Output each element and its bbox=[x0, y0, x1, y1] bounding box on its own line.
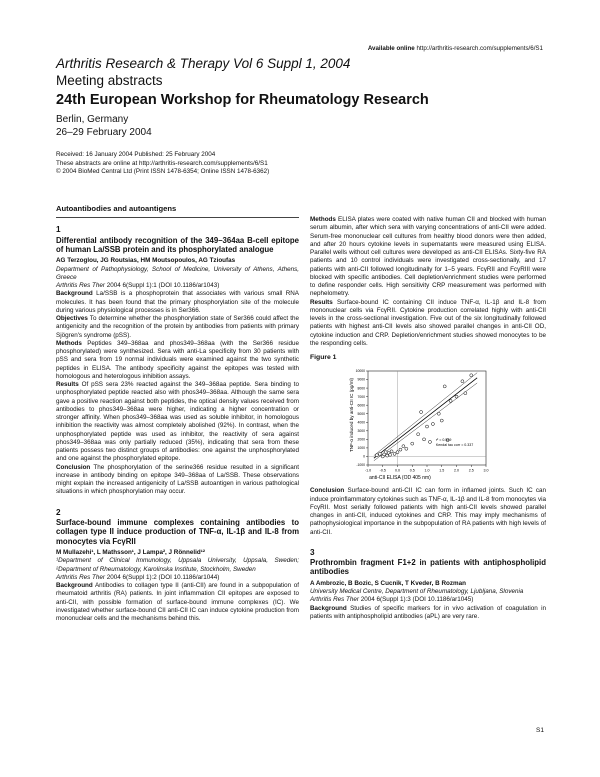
abstract-2-background: Background Antibodies to collagen type II (anti-CII) are found in a subpopulation of rheumatoid arthritis (RA) patients. In joint inflammation CII epitopes are exposed to anti-CII, with possible formation of surface-bound immune complexes (IC). We investigated whether surface-bound CII anti-CII IC can induce cytokine production from mononuclear cells and the mechanisms behind this. bbox=[56, 582, 299, 623]
section-title: Autoantibodies and autoantigens bbox=[56, 205, 299, 218]
abstract-3-title: Prothrombin fragment F1+2 in patients with antiphospholipid antibodies bbox=[310, 558, 546, 577]
y-tick-label: 6000 bbox=[357, 403, 365, 408]
y-tick-label: 4000 bbox=[357, 420, 365, 425]
x-tick-label: 3.0 bbox=[483, 468, 489, 473]
y-tick-label: 9000 bbox=[357, 377, 365, 382]
received-line: Received: 16 January 2004 Published: 25 February 2004 bbox=[56, 151, 216, 158]
y-tick-label: 8000 bbox=[357, 386, 365, 391]
x-tick-label: -1.0 bbox=[364, 468, 372, 473]
abstract-2-title: Surface-bound immune complexes containing antibodies to collagen type II induce production of TNF-α, IL-1β and IL-8 from monocytes via FcγRII bbox=[56, 517, 299, 546]
data-point bbox=[411, 442, 414, 445]
data-point bbox=[428, 441, 431, 444]
data-point bbox=[417, 433, 420, 436]
data-point bbox=[405, 448, 408, 451]
abstract-2-results: Results Surface-bound IC containing CII induce TNF-α, IL-1β and IL-8 from mononuclear cells via FcγRII. Cytokine production correlated highly with anti-CII levels in the cross-sectional investigation. Five out of the six longitudinally followed patients with highest anti-CII levels also showed parallel changes in anti-CII OD, cytokine induction and CRP. Depletion/enrichment studies showed monocytes to be the responding cells. bbox=[310, 298, 546, 347]
abstract-2-authors: M Mullazehi¹, L Mathsson¹, J Lampa², J Rönnelid¹² bbox=[56, 549, 205, 557]
chart-ylabel: TNF-α induced by anti-CII IC (pg/ml) bbox=[349, 378, 354, 453]
confidence-line bbox=[374, 383, 477, 461]
y-tick-label: 5000 bbox=[357, 412, 365, 417]
data-point bbox=[455, 395, 458, 398]
abstract-1-affiliation: Department of Pathophysiology, School of Medicine, University of Athens, Athens, Greece bbox=[56, 265, 299, 281]
data-point bbox=[437, 412, 440, 415]
abstract-1-methods: Methods Peptides 349–368aa and phos349–368aa (with the Ser366 residue phosphorylated) were synthesized. Sera with anti-La specificity from 30 patients with pSS and sera from 19 normal individuals were examined against the two synthetic peptides in ELISA. The antibody specificity against the epitopes was tested with homologous and heterologous inhibition assays. bbox=[56, 339, 299, 380]
abstract-1-background: Background La/SSB is a phosphoprotein that associates with various small RNA molecules. It has been found that the primary phosphorylation site of the molecule during various physiological processes is in Ser366. bbox=[56, 290, 299, 314]
y-tick-label: 10000 bbox=[355, 369, 365, 374]
abstract-1-citation: Arthritis Res Ther 2004 6(Suppl 1):1 (DOI 10.1186/ar1043) bbox=[56, 282, 220, 290]
data-point bbox=[440, 419, 443, 422]
chart-annotation: r² = 0.549 bbox=[435, 438, 452, 443]
abstract-1-authors: AG Terzoglou, JG Routsias, HM Moutsopoulos, AG Tzioufas bbox=[56, 257, 236, 265]
abstract-2-affiliation: ¹Department of Clinical Immunology, Uppsala University, Uppsala, Sweden; ²Department of Rheumatology, Karolinska Institute, Stockholm, Sweden bbox=[56, 557, 299, 573]
abstract-3-number: 3 bbox=[310, 547, 315, 557]
data-point bbox=[443, 385, 446, 388]
abstract-1-number: 1 bbox=[56, 225, 61, 235]
figure-1 bbox=[310, 365, 546, 483]
data-point bbox=[390, 450, 393, 453]
data-point bbox=[396, 451, 399, 454]
abstract-2-number: 2 bbox=[56, 507, 61, 517]
right-column bbox=[310, 216, 546, 621]
online-availability: Available online http://arthritis-research.com/supplements/6/S1 bbox=[367, 45, 543, 52]
y-tick-label: 1000 bbox=[357, 446, 365, 451]
abstract-2-methods: Methods ELISA plates were coated with native human CII and blocked with human serum albumin, after which sera with varying concentrations of anti-CII were added. Serum-free mononuclear cell cultures from healthy blood donors were then added, and after 20 hours cytokine levels in supernatants were measured using ELISA. Parallel wells without cell cultures were developed as anti-CII ELISAs. Sixty-five RA patients and 10 control individuals were investigated cross-sectionally, and 17 patients with anti-CII followed longitudinally for 1–5 years. FcγRII and FcγRIII were blocked with specific antibodies. Cell depletion/enrichment studies were performed to define responder cells. High sensitivity CRP measurement was performed with nephelometry. bbox=[310, 216, 546, 298]
y-tick-label: 0 bbox=[363, 454, 365, 459]
data-point bbox=[402, 445, 405, 448]
abstract-3-citation: Arthritis Res Ther 2004 6(Suppl 1):3 (DOI 10.1186/ar1045) bbox=[310, 596, 474, 604]
location: Berlin, Germany bbox=[56, 114, 129, 125]
y-tick-label: 2000 bbox=[357, 437, 365, 442]
data-point bbox=[389, 453, 392, 456]
meeting-dates: 26–29 February 2004 bbox=[56, 127, 152, 138]
x-tick-label: 0.0 bbox=[395, 468, 400, 473]
available-line: These abstracts are online at http://arthritis-research.com/supplements/6/S1 bbox=[56, 159, 268, 167]
y-tick-label: -1000 bbox=[356, 463, 365, 468]
x-tick-label: 0.5 bbox=[409, 468, 415, 473]
abstract-1-results: Results Of pSS sera 23% reacted against the 349–368aa peptide. Sera binding to unphosphorylated peptide reacted also with phos349–368aa. Although the same sera gave a positive reaction against both peptides, the optical density values received from antibodies to phos349–368aa were higher, indicating a higher concentration or stronger affinity. When phos349–368aa was used as soluble inhibitor, in homologous inhibition the reactivity was almost completely abolished (92%). In contrast, when the unphosphorylated peptide was used as inhibitor, the reactivity of sera against phos349–368aa was only partially reduced (35%), indicating that sera from these patients possess two distinct groups of antibodies: one against the unphosphorylated and one against the phosphorylated epitope. bbox=[56, 381, 299, 463]
data-point bbox=[375, 454, 378, 457]
left-column bbox=[56, 205, 299, 623]
data-point bbox=[399, 448, 402, 451]
data-point bbox=[470, 374, 473, 377]
abstract-1-title: Differential antibody recognition of the 349–364aa B-cell epitope of human La/SSB protein and its phosphorylated analogue bbox=[56, 235, 299, 254]
page-number: S1 bbox=[536, 727, 544, 734]
journal-line: Arthritis Research & Therapy Vol 6 Suppl 1, 2004 bbox=[56, 56, 351, 71]
data-point bbox=[384, 451, 387, 454]
abstract-3-background: Background Studies of specific markers for in vivo activation of coagulation in patients with antiphospholipid antibodies (aPL) are very rare. bbox=[310, 604, 546, 620]
data-point bbox=[393, 453, 396, 456]
workshop-title: 24th European Workshop for Rheumatology Research bbox=[56, 92, 429, 108]
abstract-3-authors: A Ambrozic, B Bozic, S Cucnik, T Kveder, B Rozman bbox=[310, 579, 466, 587]
abstract-1-objectives: Objectives To determine whether the phosphorylation state of Ser366 could affect the antigenicity and the recognition of the protein by antibodies from patients with primary Sjögren's syndrome (pSS). bbox=[56, 315, 299, 339]
abstract-2-citation: Arthritis Res Ther 2004 6(Suppl 1):2 (DOI 10.1186/ar1044) bbox=[56, 573, 220, 581]
y-tick-label: 7000 bbox=[357, 395, 365, 400]
publication-info bbox=[56, 151, 269, 177]
data-point bbox=[423, 438, 426, 441]
x-tick-label: -0.5 bbox=[379, 468, 386, 473]
x-tick-label: 1.0 bbox=[424, 468, 430, 473]
data-point bbox=[449, 400, 452, 403]
abstract-2-conclusion: Conclusion Surface-bound anti-CII IC can form in inflamed joints. Such IC can induce proinflammatory cytokines such as TNF-α, IL-1β and IL-8 from monocytes via FcγRII. Most serially followed patients with high anti-CII levels showed parallel changes in anti-CII, induced cytokines and CRP. This may imply mechanisms of pathophysiological importance in the subpopulation of RA patients with high levels of anti-CII. bbox=[310, 487, 546, 536]
y-tick-label: 3000 bbox=[357, 429, 365, 434]
data-point bbox=[378, 453, 381, 456]
data-point bbox=[464, 392, 467, 395]
copyright-line: © 2004 BioMed Central Ltd (Print ISSN 1478-6354; Online ISSN 1478-6362) bbox=[56, 168, 270, 176]
x-tick-label: 1.5 bbox=[439, 468, 445, 473]
scatter-chart bbox=[310, 365, 546, 483]
abstract-1-conclusion: Conclusion The phosphorylation of the serine366 residue resulted in a significant increase in antibody binding on epitope 349–368aa of La/SSB. These observations might explain the increased antigenicity of La/SSB autoantigen in various pathological situations in which phosphorylation may occur. bbox=[56, 463, 299, 496]
meeting-line: Meeting abstracts bbox=[56, 73, 163, 88]
abstract-3-affiliation: University Medical Centre, Department of Rheumatology, Ljubljana, Slovenia bbox=[310, 588, 524, 596]
online-url[interactable]: http://arthritis-research.com/supplements/6/S1 bbox=[416, 45, 543, 52]
figure-1-label: Figure 1 bbox=[310, 354, 337, 361]
x-tick-label: 2.0 bbox=[454, 468, 459, 473]
data-point bbox=[461, 380, 464, 383]
x-tick-label: 2.5 bbox=[468, 468, 474, 473]
data-point bbox=[420, 411, 423, 414]
data-point bbox=[426, 425, 429, 428]
data-point bbox=[431, 423, 434, 426]
chart-annotation: Kendal tau corr = 0.337 bbox=[435, 443, 474, 448]
chart-xlabel: anti-CII ELISA (OD 405 nm) bbox=[369, 475, 431, 482]
